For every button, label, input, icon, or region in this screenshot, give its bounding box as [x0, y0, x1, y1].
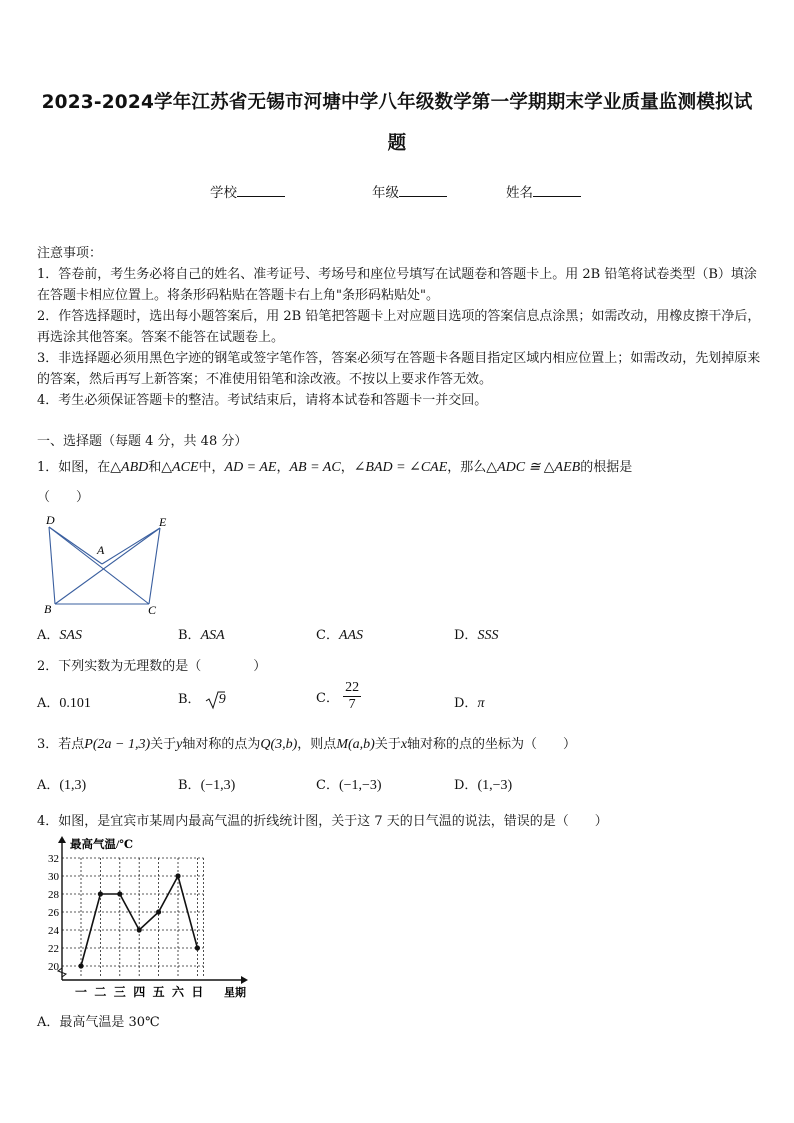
name-blank[interactable]: [533, 184, 581, 197]
q2-option-b[interactable]: B． 9: [178, 688, 226, 710]
q2-option-d[interactable]: D．π: [454, 696, 485, 711]
fraction: $\frac{22}{7}$: [345, 680, 360, 712]
x-axis-arrow: [241, 976, 248, 984]
segment-be: [55, 528, 160, 604]
q3-option-d[interactable]: D．(1,−3): [454, 778, 513, 793]
data-point: [195, 945, 200, 950]
y-tick-label: 30: [48, 871, 59, 883]
x-tick-label: 四: [133, 985, 146, 999]
grade-blank[interactable]: [399, 184, 447, 197]
note-item: 4．考生必须保证答题卡的整洁。考试结束后，请将本试卷和答题卡一并交回。: [37, 393, 488, 408]
q2-option-c[interactable]: C． $\frac{22}{7}$: [316, 680, 360, 712]
x-tick-label: 二: [94, 985, 107, 999]
data-point: [156, 909, 161, 914]
segment-ce: [149, 528, 160, 604]
label-a: A: [97, 543, 105, 557]
data-point: [137, 927, 142, 932]
exam-title-line1: 2023-2024学年江苏省无锡市河塘中学八年级数学第一学期期末学业质量监测模拟试: [41, 92, 753, 113]
chart-y-axis-label: 最高气温/℃: [70, 839, 133, 851]
q2-stem: 2．下列实数为无理数的是（ ）: [37, 659, 267, 674]
note-item: 3．非选择题必须用黑色字迹的钢笔或签字笔作答，答案必须写在答题卡各题目指定区域内相应位置上；如需改动，先划掉原来的答案，然后再写上新答案；不准使用铅笔和涂改液。不按以上要求作答无效。: [37, 351, 761, 387]
q3-stem: 3．若点P(2a − 1,3)关于y轴对称的点为Q(3,b)，则点M(a,b)关于x轴对称的点的坐标为（ ）: [37, 737, 577, 752]
data-point: [78, 963, 83, 968]
x-tick-label: 五: [152, 985, 165, 999]
q1-triangle-figure: [40, 512, 180, 618]
y-tick-label: 22: [48, 943, 59, 955]
q1-option-d[interactable]: D．SSS: [454, 628, 499, 643]
series-line: [81, 876, 197, 966]
q4-option-a[interactable]: A．最高气温是 30℃: [37, 1015, 160, 1030]
data-point: [98, 891, 103, 896]
chart-x-axis-label: 星期: [224, 987, 246, 999]
notes-block: [37, 243, 761, 411]
x-tick-label: 日: [191, 985, 204, 999]
school-blank[interactable]: [237, 184, 285, 197]
label-d: D: [46, 513, 55, 527]
q1-stem: 1．如图，在△ABD和△ACE中，AD = AE，AB = AC，∠BAD = ∠CAE，那么△ADC ≅ △AEB的根据是: [37, 460, 633, 475]
q1-option-b[interactable]: B．ASA: [178, 628, 225, 643]
y-tick-label: 28: [48, 889, 59, 901]
x-tick-label: 三: [113, 985, 126, 999]
segment-dc: [49, 527, 149, 604]
y-tick-label: 20: [48, 961, 59, 973]
data-point: [175, 873, 180, 878]
label-e: E: [159, 515, 167, 529]
name-field: [506, 181, 581, 201]
temperature-line-chart: [36, 834, 256, 1004]
q3-option-c[interactable]: C．(−1,−3): [316, 778, 382, 793]
exam-title-line2: 题: [387, 133, 407, 154]
label-c: C: [148, 603, 157, 617]
q4-stem: 4．如图，是宜宾市某周内最高气温的折线统计图，关于这 7 天的日气温的说法，错误的是（ ）: [37, 814, 608, 829]
y-tick-label: 26: [48, 907, 59, 919]
y-axis-arrow: [58, 836, 66, 843]
name-label: 姓名: [506, 185, 533, 201]
segment-ea: [102, 528, 160, 564]
q3-option-b[interactable]: B．(−1,3): [178, 778, 236, 793]
x-tick-label: 六: [171, 985, 185, 999]
q1-option-c[interactable]: C．AAS: [316, 628, 364, 643]
school-label: 学校: [210, 185, 237, 201]
section-heading: 一、选择题（每题 4 分，共 48 分）: [37, 434, 248, 449]
note-item: 2．作答选择题时，选出每小题答案后，用 2B 铅笔把答题卡上对应题目选项的答案信息点涂黑；如需改动，用橡皮擦干净后，再选涂其他答案。答案不能答在试题卷上。: [37, 309, 761, 345]
segment-da: [49, 527, 102, 564]
notes-heading: 注意事项：: [37, 246, 103, 261]
q2-option-a[interactable]: A．0.101: [37, 696, 91, 711]
q1-answer-paren: （ ）: [37, 490, 90, 505]
grade-field: [372, 181, 447, 201]
y-tick-label: 32: [48, 853, 59, 865]
grade-label: 年级: [372, 185, 399, 201]
label-b: B: [44, 602, 52, 616]
q3-option-a[interactable]: A．(1,3): [37, 778, 87, 793]
y-tick-label: 24: [48, 925, 59, 937]
note-item: 1．答卷前，考生务必将自己的姓名、准考证号、考场号和座位号填写在试题卷和答题卡上。用 2B 铅笔将试卷类型（B）填涂在答题卡相应位置上。将条形码粘贴在答题卡右上角"条形码粘贴处"。: [37, 267, 757, 303]
segment-db: [49, 527, 55, 604]
data-point: [117, 891, 122, 896]
school-field: [210, 181, 285, 201]
q1-option-a[interactable]: A．SAS: [37, 628, 82, 643]
x-tick-label: 一: [74, 985, 88, 999]
